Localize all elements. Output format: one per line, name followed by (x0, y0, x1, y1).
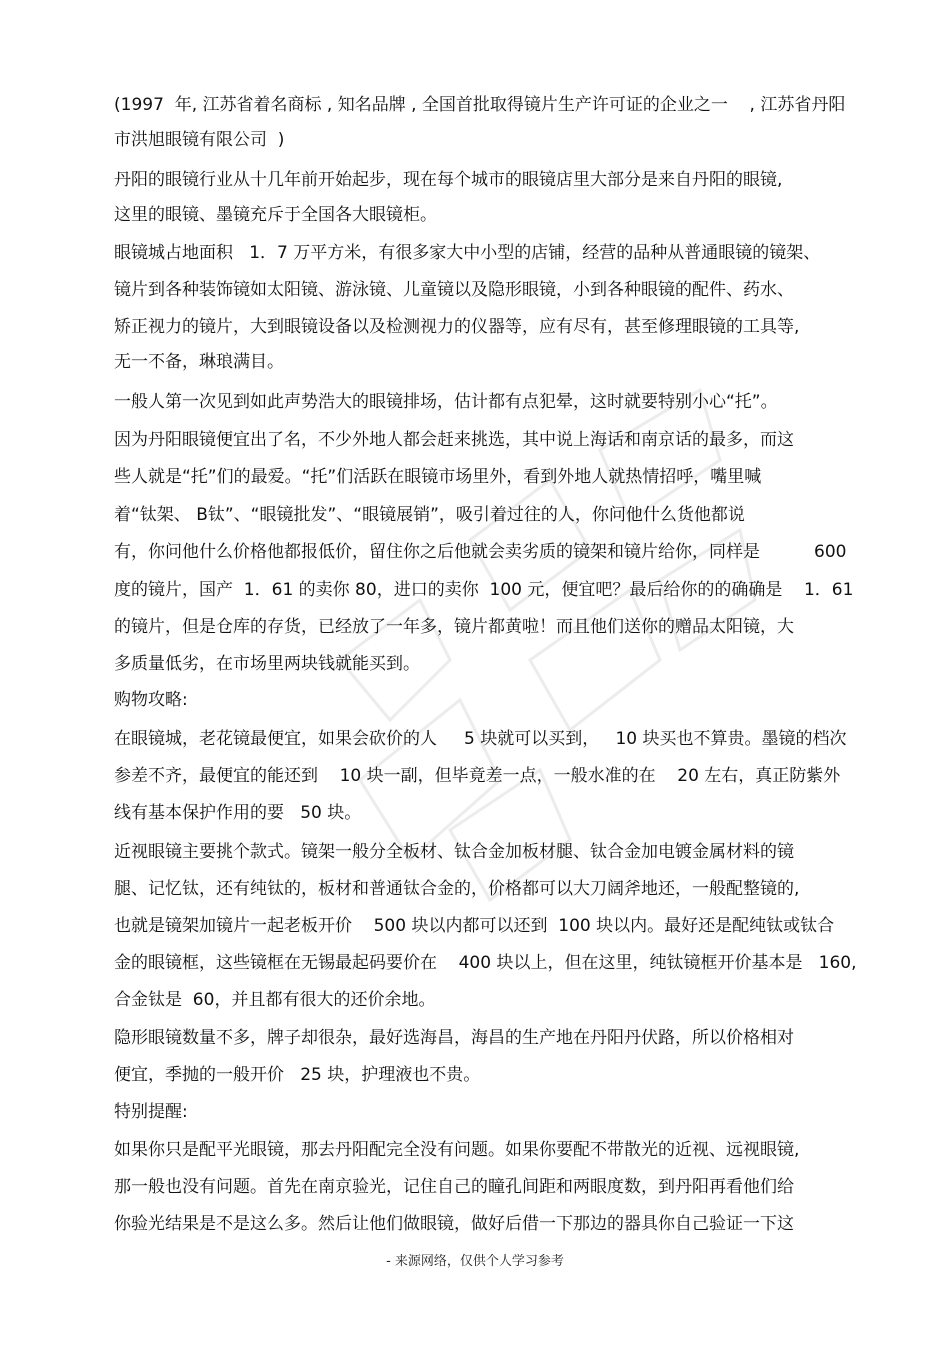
text-line: 也就是镜架加镜片一起老板开价 500 块以内都可以还到 100 块以内。最好还是配纯钛或钛合 (114, 916, 835, 936)
text-line: (1997 年, 江苏省着名商标 , 知名品牌 , 全国首批取得镜片生产许可证的企业之一 , 江苏省丹阳 (114, 95, 846, 115)
text-line: 那一般也没有问题。首先在南京验光，记住自己的瞳孔间距和两眼度数，到丹阳再看他们给 (114, 1177, 794, 1197)
text-line: 腿、记忆钛，还有纯钛的，板材和普通钛合金的，价格都可以大刀阔斧地还，一般配整镜的, (114, 879, 800, 899)
text-line: 金的眼镜框，这些镜框在无锡最起码要价在 400 块以上，但在这里，纯钛镜框开价基本是 160, (114, 953, 857, 973)
text-line: 一般人第一次见到如此声势浩大的眼镜排场，估计都有点犯晕，这时就要特别小心“托”。 (114, 392, 778, 412)
text-line: 你验光结果是不是这么多。然后让他们做眼镜，做好后借一下那边的器具你自己验证一下这 (114, 1214, 794, 1234)
text-line: 度的镜片，国产 1．61 的卖你 80，进口的卖你 100 元，便宜吧？最后给你的的确确是 1．61 (114, 580, 854, 600)
text-line: 特别提醒: (114, 1102, 188, 1122)
text-line: 购物攻略: (114, 690, 188, 710)
text-line: 的镜片，但是仓库的存货，已经放了一年多，镜片都黄啦！而且他们送你的赠品太阳镜，大 (114, 617, 794, 637)
text-line: 如果你只是配平光眼镜，那去丹阳配完全没有问题。如果你要配不带散光的近视、远视眼镜, (114, 1140, 800, 1160)
text-line: 矫正视力的镜片，大到眼镜设备以及检测视力的仪器等，应有尽有，甚至修理眼镜的工具等, (114, 317, 800, 337)
text-line: 些人就是“托”们的最爱。“托”们活跃在眼镜市场里外，看到外地人就热情招呼，嘴里喊 (114, 467, 762, 487)
text-line: 合金钛是 60，并且都有很大的还价余地。 (114, 990, 436, 1010)
text-line: 丹阳的眼镜行业从十几年前开始起步，现在每个城市的眼镜店里大部分是来自丹阳的眼镜, (114, 170, 783, 190)
text-line: 线有基本保护作用的要 50 块。 (114, 803, 362, 823)
text-line: 多质量低劣，在市场里两块钱就能买到。 (114, 654, 420, 674)
text-line: 隐形眼镜数量不多，牌子却很杂，最好选海昌，海昌的生产地在丹阳丹伏路，所以价格相对 (114, 1028, 794, 1048)
text-line: 无一不备，琳琅满目。 (114, 352, 284, 372)
text-line: 眼镜城占地面积 1．7 万平方米，有很多家大中小型的店铺，经营的品种从普通眼镜的镜架、 (114, 243, 821, 263)
text-line: 参差不齐，最便宜的能还到 10 块一副，但毕竟差一点，一般水准的在 20 左右，真正防紫外 (114, 766, 841, 786)
text-line: 市洪旭眼镜有限公司 ) (114, 130, 285, 150)
text-line: 在眼镜城，老花镜最便宜，如果会砍价的人 5 块就可以买到， 10 块买也不算贵。墨镜的档次 (114, 729, 847, 749)
text-line: 近视眼镜主要挑个款式。镜架一般分全板材、钛合金加板材腿、钛合金加电镀金属材料的镜 (114, 842, 794, 862)
text-line: 镜片到各种装饰镜如太阳镜、游泳镜、儿童镜以及隐形眼镜，小到各种眼镜的配件、药水、 (114, 280, 794, 300)
text-line: 有，你问他什么价格他都报低价，留住你之后他就会卖劣质的镜架和镜片给你，同样是 600 (114, 542, 847, 562)
text-line: 着“钛架、 B钛”、“眼镜批发”、“眼镜展销”，吸引着过往的人，你问他什么货他都说 (114, 505, 745, 525)
text-line: 这里的眼镜、墨镜充斥于全国各大眼镜柜。 (114, 205, 437, 225)
page-footer: - 来源网络，仅供个人学习参考 (386, 1254, 564, 1269)
text-line: 因为丹阳眼镜便宜出了名，不少外地人都会赶来挑选，其中说上海话和南京话的最多，而这 (114, 430, 794, 450)
text-line: 便宜，季抛的一般开价 25 块，护理液也不贵。 (114, 1065, 481, 1085)
